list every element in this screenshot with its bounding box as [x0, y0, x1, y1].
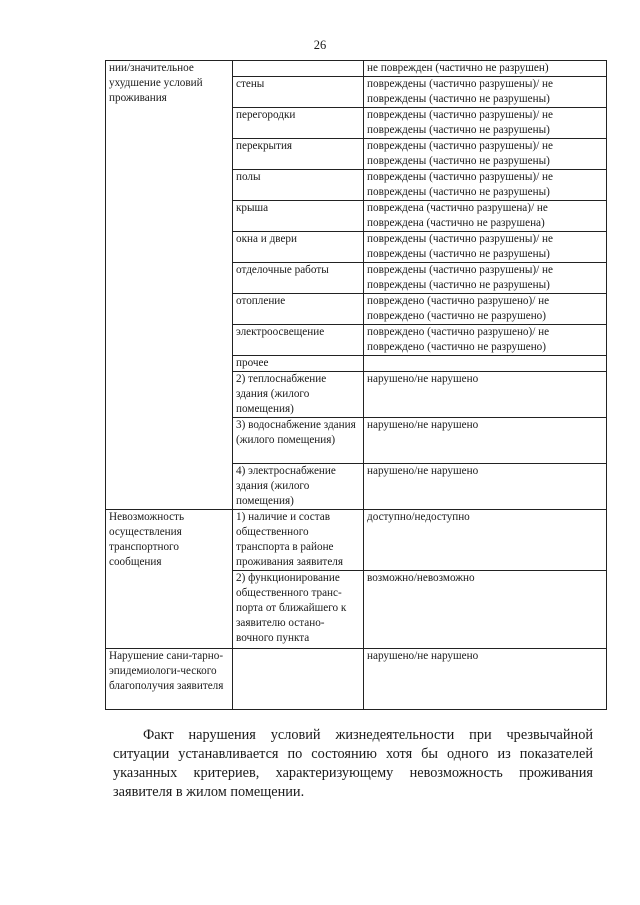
status-cell: повреждены (частично разрушены)/ не повреждены (частично не разрушены): [364, 139, 607, 170]
status-cell: [364, 356, 607, 372]
indicator-cell: 3) водоснабжение здания (жилого помещения): [233, 418, 364, 464]
status-cell: нарушено/не нарушено: [364, 649, 607, 710]
status-cell: нарушено/не нарушено: [364, 464, 607, 510]
indicator-cell: отопление: [233, 294, 364, 325]
status-cell: не поврежден (частично не разрушен): [364, 61, 607, 77]
indicator-cell: 1) наличие и состав общественного транспорта в районе проживания заявителя: [233, 510, 364, 571]
criterion-cell: Нарушение сани-тарно- эпидемиологи-ческого благополучия заявителя: [106, 649, 233, 710]
indicator-cell: полы: [233, 170, 364, 201]
indicator-cell: [233, 649, 364, 710]
criteria-table: [105, 60, 607, 710]
indicator-cell: 2) теплоснабжение здания (жилого помещения): [233, 372, 364, 418]
criterion-cell: Невозможность осуществления транспортного сообщения: [106, 510, 233, 649]
indicator-cell: перегородки: [233, 108, 364, 139]
indicator-cell: стены: [233, 77, 364, 108]
table-row: [106, 649, 607, 710]
indicator-cell: 4) электроснабжение здания (жилого помещения): [233, 464, 364, 510]
criterion-cell: нии/значительное ухудшение условий проживания: [106, 61, 233, 510]
status-cell: возможно/невозможно: [364, 571, 607, 649]
status-cell: нарушено/не нарушено: [364, 418, 607, 464]
table-row: [106, 61, 607, 77]
table-row: [106, 510, 607, 571]
indicator-cell: прочее: [233, 356, 364, 372]
status-cell: повреждено (частично разрушено)/ не повреждено (частично не разрушено): [364, 325, 607, 356]
status-cell: повреждены (частично разрушены)/ не повреждены (частично не разрушены): [364, 170, 607, 201]
conclusion-paragraph: Факт нарушения условий жизнедеятельности при чрезвычайной ситуации устанавливается по состоянию хотя бы одного из показателей указанных критериев, характеризующему невозможность проживания заявителя в жилом помещении.: [113, 727, 593, 800]
indicator-cell: отделочные работы: [233, 263, 364, 294]
indicator-cell: перекрытия: [233, 139, 364, 170]
status-cell: повреждены (частично разрушены)/ не повреждены (частично не разрушены): [364, 108, 607, 139]
status-cell: повреждены (частично разрушены)/ не повреждены (частично не разрушены): [364, 263, 607, 294]
status-cell: повреждено (частично разрушено)/ не повреждено (частично не разрушено): [364, 294, 607, 325]
status-cell: повреждены (частично разрушены)/ не повреждены (частично не разрушены): [364, 77, 607, 108]
indicator-cell: 2) функционирование общественного транс-порта от ближайшего к заявителю остано-вочного пункта: [233, 571, 364, 649]
indicator-cell: окна и двери: [233, 232, 364, 263]
status-cell: доступно/недоступно: [364, 510, 607, 571]
status-cell: повреждены (частично разрушены)/ не повреждены (частично не разрушены): [364, 232, 607, 263]
page-number: 26: [313, 38, 327, 52]
status-cell: нарушено/не нарушено: [364, 372, 607, 418]
indicator-cell: электроосвещение: [233, 325, 364, 356]
criteria-table-body: [106, 61, 607, 710]
status-cell: повреждена (частично разрушена)/ не повреждена (частично не разрушена): [364, 201, 607, 232]
indicator-cell: [233, 61, 364, 77]
indicator-cell: крыша: [233, 201, 364, 232]
